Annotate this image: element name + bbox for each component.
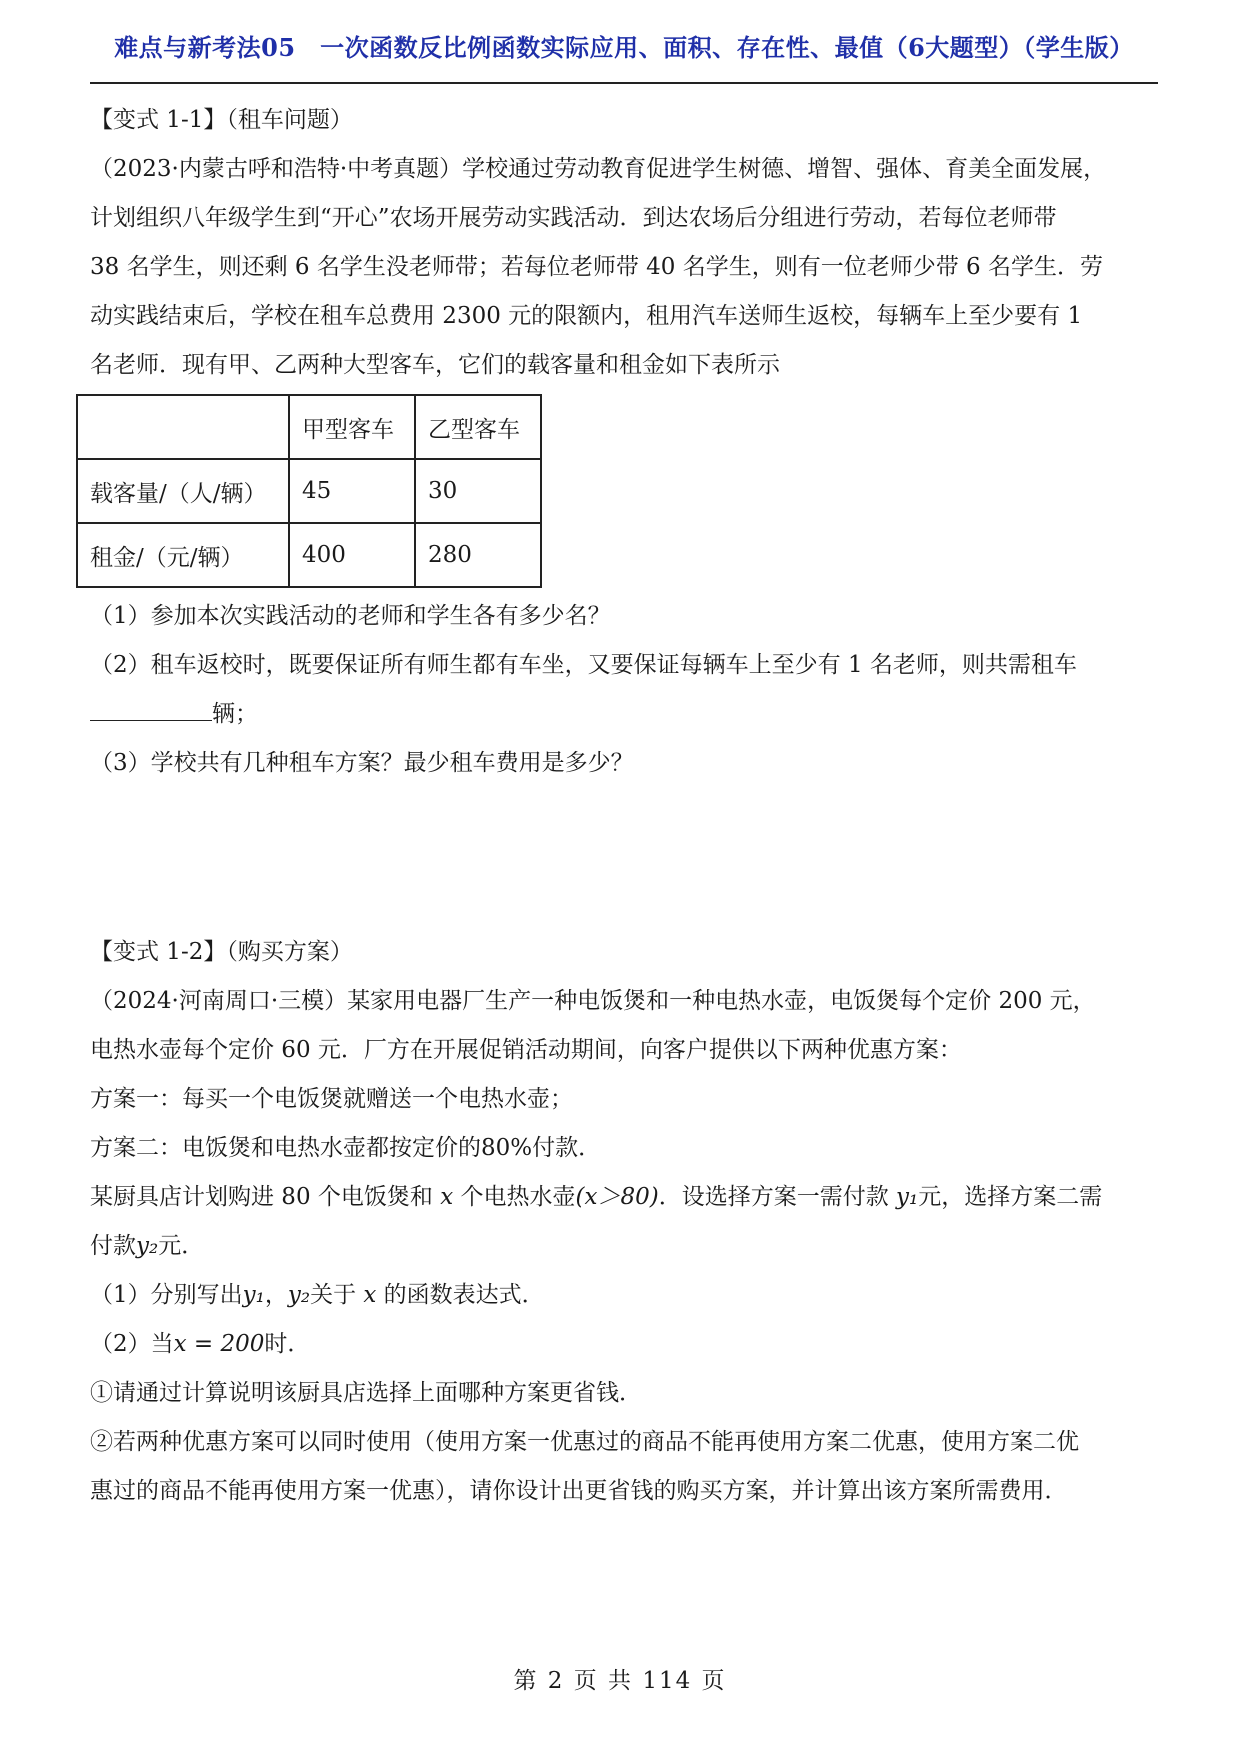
problem2-subquestion-1: ①请通过计算说明该厨具店选择上面哪种方案更省钱．: [90, 1380, 642, 1406]
bus-rental-table: [76, 394, 542, 588]
text-segment: 个电热水壶: [453, 1184, 576, 1210]
problem1-question-2-cont: [90, 690, 1160, 739]
table-header-row: [77, 395, 541, 459]
document-body: [90, 96, 1160, 1516]
table-header-type-a: 甲型客车: [289, 395, 415, 459]
problem1-line-4: 动实践结束后，学校在租车总费用 2300 元的限额内，租用汽车送师生返校，每辆车上至少要有 1: [90, 303, 1083, 329]
problem1-line-3: 38 名学生，则还剩 6 名学生没老师带；若每位老师带 40 名学生，则有一位老师少带 6 名学生．劳: [90, 254, 1103, 280]
problem1-line-1: （2023·内蒙古呼和浩特·中考真题）学校通过劳动教育促进学生树德、增智、强体、育美全面发展，: [90, 156, 1107, 182]
table-cell: [77, 395, 289, 459]
text-segment: 的函数表达式．: [376, 1282, 545, 1308]
problem2-subquestion-2: ②若两种优惠方案可以同时使用（使用方案一优惠过的商品不能再使用方案二优惠，使用方案二优: [90, 1429, 1079, 1455]
table-cell: 载客量/（人/辆）: [77, 459, 289, 523]
text-segment: （1）分别写出: [90, 1282, 243, 1308]
text-segment: 某厨具店计划购进 80 个电饭煲和: [90, 1184, 441, 1210]
math-var-x: x: [440, 1184, 454, 1210]
table-row: [77, 459, 541, 523]
problem2-line-3: 方案一：每买一个电饭煲就赠送一个电热水壶；: [90, 1086, 573, 1112]
table-cell: 30: [415, 459, 541, 523]
math-var-x: x: [363, 1282, 377, 1308]
text-segment: 元．: [158, 1233, 205, 1259]
math-condition: (x＞80): [575, 1184, 659, 1210]
problem2-line-2: 电热水壶每个定价 60 元．厂方在开展促销活动期间，向客户提供以下两种优惠方案：: [90, 1037, 962, 1063]
problem1-label: 【变式 1-1】（租车问题）: [90, 107, 353, 133]
problem1-question-2: （2）租车返校时，既要保证所有师生都有车坐，又要保证每辆车上至少有 1 名老师，则共需租车: [90, 652, 1077, 678]
page-header-title: 难点与新考法05 一次函数反比例函数实际应用、面积、存在性、最值（6大题型）（学生版）: [114, 33, 1134, 62]
math-var-y1: y₁: [242, 1282, 265, 1308]
problem2-question-1: [90, 1271, 1160, 1320]
problem2-question-2: [90, 1320, 1160, 1369]
table-row: [77, 523, 541, 587]
header-divider: [90, 82, 1158, 84]
text-segment: 时．: [264, 1331, 311, 1357]
problem1-question-2-unit: 辆；: [212, 701, 258, 727]
problem2-line-5: [90, 1173, 1160, 1222]
text-segment: 元，选择方案二需: [918, 1184, 1103, 1210]
problem2-line-6: [90, 1222, 1160, 1271]
text-segment: （2）当: [90, 1331, 174, 1357]
math-var-y2: y₂: [287, 1282, 311, 1308]
text-segment: 付款: [90, 1233, 136, 1259]
problem1-question-3: （3）学校共有几种租车方案？最少租车费用是多少？: [90, 750, 634, 776]
table-header-type-b: 乙型客车: [415, 395, 541, 459]
page-number-footer: 第 2 页 共 114 页: [513, 1668, 727, 1694]
text-segment: 关于: [310, 1282, 364, 1308]
problem2-label: 【变式 1-2】（购买方案）: [90, 939, 353, 965]
problem1-line-5: 名老师．现有甲、乙两种大型客车，它们的载客量和租金如下表所示: [90, 352, 780, 378]
math-var-y1: y₁: [896, 1184, 919, 1210]
math-var-y2: y₂: [136, 1233, 159, 1259]
table-cell: 280: [415, 523, 541, 587]
problem1-line-2: 计划组织八年级学生到“开心”农场开展劳动实践活动．到达农场后分组进行劳动，若每位老师带: [90, 205, 1057, 231]
math-equation: x = 200: [173, 1331, 265, 1357]
problem1-question-1: （1）参加本次实践活动的老师和学生各有多少名？: [90, 603, 611, 629]
answer-blank: [90, 698, 212, 721]
problem2-line-1: （2024·河南周口·三模）某家用电器厂生产一种电饭煲和一种电热水壶，电饭煲每个定价 200 元，: [90, 988, 1096, 1014]
text-segment: ，: [264, 1282, 288, 1308]
problem2-line-4: 方案二：电饭煲和电热水壶都按定价的80%付款．: [90, 1135, 602, 1161]
table-cell: 租金/（元/辆）: [77, 523, 289, 587]
table-cell: 400: [289, 523, 415, 587]
table-cell: 45: [289, 459, 415, 523]
problem2-subquestion-2-cont: 惠过的商品不能再使用方案一优惠），请你设计出更省钱的购买方案，并计算出该方案所需费用．: [90, 1478, 1068, 1504]
spacer: [90, 788, 1160, 928]
text-segment: ．设选择方案一需付款: [658, 1184, 896, 1210]
